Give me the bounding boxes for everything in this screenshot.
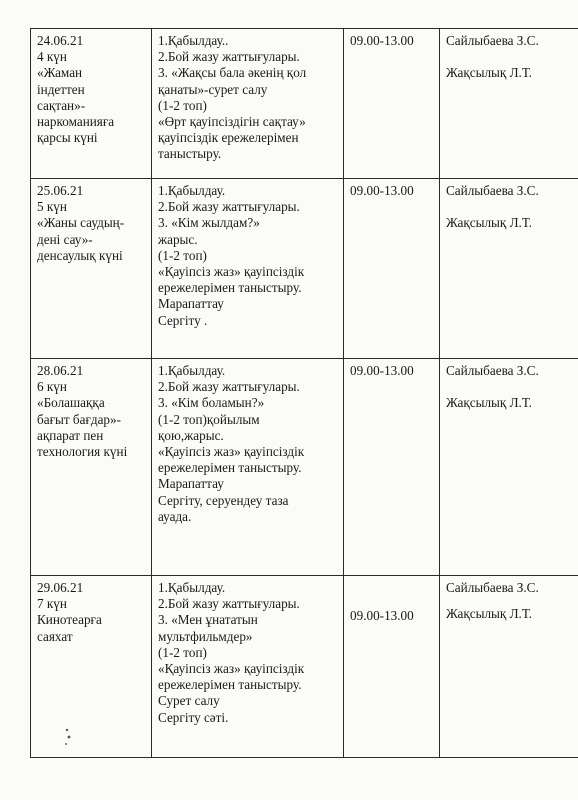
teacher-name: Жақсылық Л.Т. [446,606,532,622]
teacher-name: Сайлыбаева З.С. [446,580,539,595]
time-cell [344,179,440,359]
day-theme-text: «Болашаққа бағыт бағдар»- ақпарат пен технология күні [37,395,128,460]
time-text: 09.00-13.00 [350,608,414,623]
table-row [31,576,578,758]
table-row [31,29,578,179]
day-cell [31,359,152,576]
day-number-text: 5 күн [37,199,67,215]
day-number-text: 7 күн [37,596,67,612]
time-cell [344,576,440,758]
date-text: 29.06.21 [37,580,84,595]
teacher-name: Сайлыбаева З.С. [446,363,539,378]
table-row [31,359,578,576]
date-text: 28.06.21 [37,363,84,378]
time-text: 09.00-13.00 [350,363,414,378]
teachers-cell [440,29,578,179]
teacher-name: Жақсылық Л.Т. [446,215,532,231]
teachers-cell [440,576,578,758]
day-cell [31,29,152,179]
ink-speck-mark [62,726,74,748]
time-text: 09.00-13.00 [350,183,414,198]
day-theme-text: «Жаны саудың- дені сау»- денсаулық күні [37,215,125,263]
day-cell [31,576,152,758]
day-number-text: 4 күн [37,49,67,65]
table-row [31,179,578,359]
day-theme-text: Кинотеарға саяхат [37,612,102,644]
time-cell [344,359,440,576]
activities-cell: 1.Қабылдау.. 2.Бой жазу жаттығулары. 3. «Жақсы бала әкенің қол қанаты»-сурет салу (1-2 топ) «Өрт қауіпсіздігін сақтау» қауіпсіздік ережелерімен таныстыру. [152,29,344,179]
time-cell [344,29,440,179]
time-text: 09.00-13.00 [350,33,414,48]
teachers-cell [440,179,578,359]
day-number-text: 6 күн [37,379,67,395]
day-cell [31,179,152,359]
activities-cell: 1.Қабылдау. 2.Бой жазу жаттығулары. 3. «Мен ұнататын мультфильмдер» (1-2 топ) «Қауіпсіз жаз» қауіпсіздік ережелерімен таныстыру. Сурет салу Сергіту сәті. [152,576,344,758]
activities-cell: 1.Қабылдау. 2.Бой жазу жаттығулары. 3. «Кім жылдам?» жарыс. (1-2 топ) «Қауіпсіз жаз» қауіпсіздік ережелерімен таныстыру. Марапаттау Сергіту . [152,179,344,359]
teacher-name: Жақсылық Л.Т. [446,395,532,411]
date-text: 25.06.21 [37,183,84,198]
day-theme-text: «Жаман індеттен сақтан»- наркоманияға қарсы күні [37,65,115,146]
date-text: 24.06.21 [37,33,84,48]
teacher-name: Сайлыбаева З.С. [446,33,539,48]
teacher-name: Жақсылық Л.Т. [446,65,532,81]
activities-cell: 1.Қабылдау. 2.Бой жазу жаттығулары. 3. «Кім боламын?» (1-2 топ)қойылым қою,жарыс. «Қауіпсіз жаз» қауіпсіздік ережелерімен таныстыру. Марапаттау Сергіту, серуендеу таза ауада. [152,359,344,576]
teachers-cell [440,359,578,576]
teacher-name: Сайлыбаева З.С. [446,183,539,198]
schedule-table [30,28,578,758]
